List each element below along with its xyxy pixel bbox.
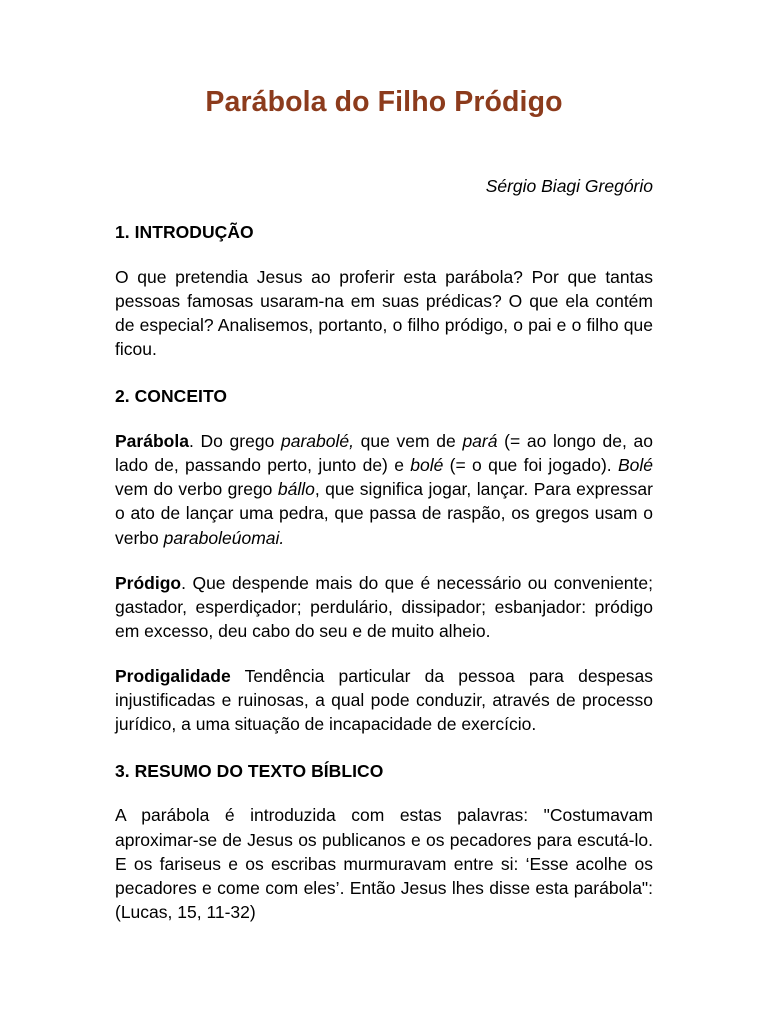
text-run: Tendência particular da pessoa para despesas injustificadas e ruinosas, a qual pode conduzir, através de processo jurídico, a uma situação de incapacidade de exercício. bbox=[115, 666, 653, 735]
section-heading-resumo: 3. RESUMO DO TEXTO BÍBLICO bbox=[115, 761, 384, 782]
text-run: , que significa jogar, lançar. Para expressar o ato de lançar uma pedra, que passa de raspão, os gregos usam o verbo bbox=[115, 479, 653, 548]
text-run: Pródigo bbox=[115, 572, 182, 593]
text-run: parabolé, bbox=[280, 430, 354, 451]
paragraph-parabola-definition bbox=[115, 408, 653, 550]
text-run: (= ao longo de, ao lado de, passando perto, junto de) e bbox=[115, 430, 654, 476]
section-heading-introducao: 1. INTRODUÇÃO bbox=[115, 221, 254, 242]
paragraph-prodigo-definition bbox=[115, 550, 653, 643]
text-run: . Que despende mais do que é necessário ou conveniente; gastador, esperdiçador; perdulário, dissipador; esbanjador: pródigo em excesso, deu cabo do seu e de muito alheio. bbox=[115, 572, 653, 641]
text-run: Prodigalidade bbox=[115, 666, 231, 687]
text-run: vem do verbo grego bbox=[115, 479, 278, 500]
section-heading-conceito: 2. CONCEITO bbox=[115, 386, 228, 407]
text-run: (= o que foi jogado). bbox=[443, 455, 618, 476]
text-run: bolé bbox=[410, 455, 444, 476]
page-title: Parábola do Filho Pródigo bbox=[205, 86, 563, 118]
text-run: bállo bbox=[277, 479, 315, 500]
document-content bbox=[115, 0, 653, 924]
text-run: Parábola bbox=[115, 430, 189, 451]
author-byline: Sérgio Biagi Gregório bbox=[485, 175, 653, 196]
text-run: . Do grego bbox=[188, 430, 281, 451]
text-run: paraboleúomai. bbox=[163, 527, 285, 548]
text-run: que vem de bbox=[353, 430, 463, 451]
paragraph-resumo-p1: A parábola é introduzida com estas palavras: "Costumavam aproximar-se de Jesus os publicanos e os pecadores para escutá-lo. E os fariseus e os escribas murmuravam entre si: ‘Esse acolhe os pecadores e come com eles’. Então Jesus lhes disse esta parábola": (Lucas, 15, 11-32) bbox=[115, 805, 653, 922]
paragraph-prodigalidade-definition bbox=[115, 643, 653, 736]
text-run: Bolé bbox=[617, 455, 653, 476]
text-run: pará bbox=[462, 430, 498, 451]
paragraph-intro-p1: O que pretendia Jesus ao proferir esta parábola? Por que tantas pessoas famosas usaram-na em suas prédicas? O que ela contém de especial? Analisemos, portanto, o filho pródigo, o pai e o filho que ficou. bbox=[115, 266, 653, 359]
